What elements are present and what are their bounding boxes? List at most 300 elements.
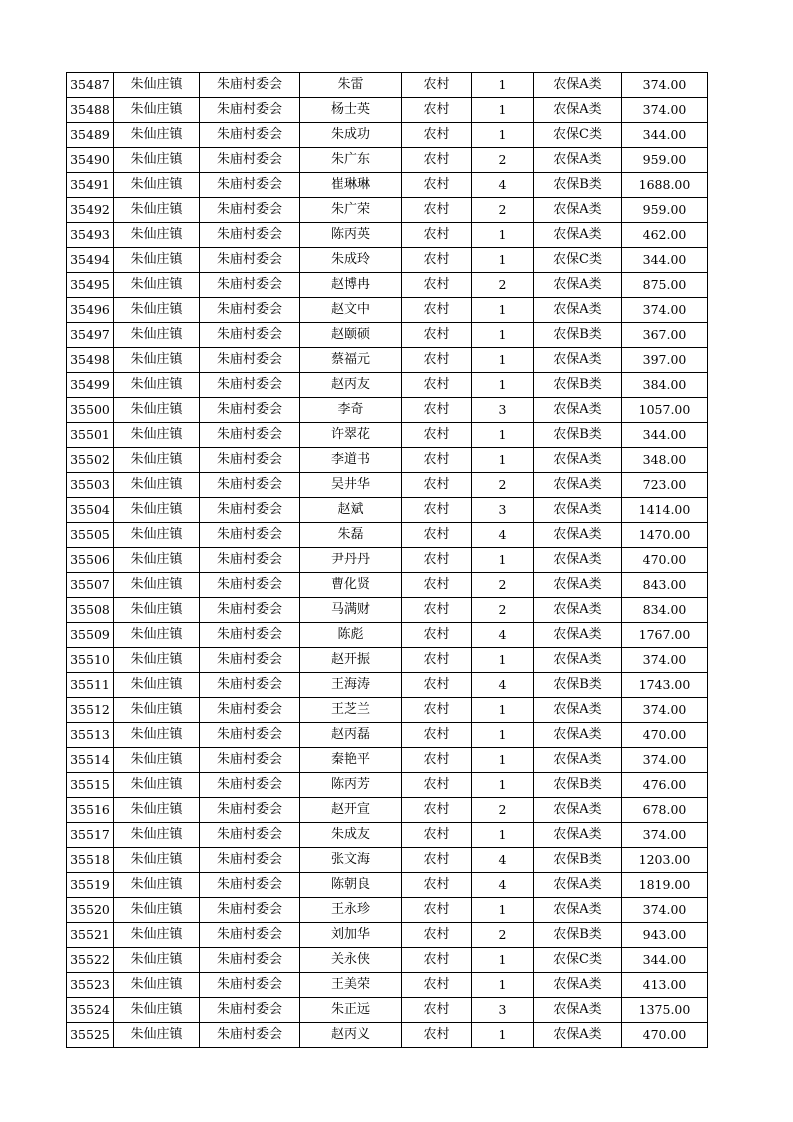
table-row <box>67 98 708 123</box>
category-cell: 农保A类 <box>534 498 622 523</box>
village-cell: 朱庙村委会 <box>200 373 300 398</box>
town-cell: 朱仙庄镇 <box>114 873 200 898</box>
amount-cell: 843.00 <box>622 573 708 598</box>
table-row <box>67 723 708 748</box>
record-id-cell: 35506 <box>67 548 114 573</box>
table-row <box>67 798 708 823</box>
table-row <box>67 598 708 623</box>
table-row <box>67 373 708 398</box>
town-cell: 朱仙庄镇 <box>114 648 200 673</box>
area-type-cell: 农村 <box>402 623 472 648</box>
household-size-cell: 1 <box>472 773 534 798</box>
village-cell: 朱庙村委会 <box>200 998 300 1023</box>
record-id-cell: 35511 <box>67 673 114 698</box>
record-id-cell: 35500 <box>67 398 114 423</box>
town-cell: 朱仙庄镇 <box>114 98 200 123</box>
category-cell: 农保A类 <box>534 998 622 1023</box>
household-size-cell: 1 <box>472 648 534 673</box>
record-id-cell: 35490 <box>67 148 114 173</box>
area-type-cell: 农村 <box>402 948 472 973</box>
village-cell: 朱庙村委会 <box>200 873 300 898</box>
village-cell: 朱庙村委会 <box>200 348 300 373</box>
name-cell: 赵丙友 <box>300 373 402 398</box>
record-id-cell: 35488 <box>67 98 114 123</box>
household-size-cell: 1 <box>472 698 534 723</box>
data-table <box>66 72 708 1048</box>
name-cell: 陈丙英 <box>300 223 402 248</box>
area-type-cell: 农村 <box>402 448 472 473</box>
name-cell: 王美荣 <box>300 973 402 998</box>
village-cell: 朱庙村委会 <box>200 848 300 873</box>
town-cell: 朱仙庄镇 <box>114 548 200 573</box>
area-type-cell: 农村 <box>402 98 472 123</box>
table-row <box>67 448 708 473</box>
household-size-cell: 4 <box>472 173 534 198</box>
amount-cell: 462.00 <box>622 223 708 248</box>
household-size-cell: 1 <box>472 348 534 373</box>
area-type-cell: 农村 <box>402 373 472 398</box>
name-cell: 陈彪 <box>300 623 402 648</box>
table-row <box>67 648 708 673</box>
household-size-cell: 2 <box>472 798 534 823</box>
area-type-cell: 农村 <box>402 273 472 298</box>
name-cell: 赵斌 <box>300 498 402 523</box>
household-size-cell: 4 <box>472 623 534 648</box>
area-type-cell: 农村 <box>402 998 472 1023</box>
village-cell: 朱庙村委会 <box>200 748 300 773</box>
area-type-cell: 农村 <box>402 223 472 248</box>
village-cell: 朱庙村委会 <box>200 273 300 298</box>
amount-cell: 1743.00 <box>622 673 708 698</box>
area-type-cell: 农村 <box>402 398 472 423</box>
category-cell: 农保A类 <box>534 698 622 723</box>
record-id-cell: 35510 <box>67 648 114 673</box>
amount-cell: 374.00 <box>622 648 708 673</box>
amount-cell: 1819.00 <box>622 873 708 898</box>
household-size-cell: 2 <box>472 598 534 623</box>
record-id-cell: 35501 <box>67 423 114 448</box>
town-cell: 朱仙庄镇 <box>114 523 200 548</box>
name-cell: 赵开振 <box>300 648 402 673</box>
amount-cell: 1203.00 <box>622 848 708 873</box>
category-cell: 农保B类 <box>534 848 622 873</box>
town-cell: 朱仙庄镇 <box>114 698 200 723</box>
table-row <box>67 1023 708 1048</box>
town-cell: 朱仙庄镇 <box>114 1023 200 1048</box>
town-cell: 朱仙庄镇 <box>114 823 200 848</box>
household-size-cell: 1 <box>472 548 534 573</box>
household-size-cell: 1 <box>472 898 534 923</box>
record-id-cell: 35508 <box>67 598 114 623</box>
name-cell: 李道书 <box>300 448 402 473</box>
household-size-cell: 1 <box>472 973 534 998</box>
category-cell: 农保A类 <box>534 398 622 423</box>
category-cell: 农保B类 <box>534 673 622 698</box>
area-type-cell: 农村 <box>402 773 472 798</box>
village-cell: 朱庙村委会 <box>200 823 300 848</box>
town-cell: 朱仙庄镇 <box>114 398 200 423</box>
table-row <box>67 198 708 223</box>
record-id-cell: 35504 <box>67 498 114 523</box>
town-cell: 朱仙庄镇 <box>114 173 200 198</box>
table-row <box>67 248 708 273</box>
record-id-cell: 35496 <box>67 298 114 323</box>
household-size-cell: 4 <box>472 848 534 873</box>
name-cell: 赵博冉 <box>300 273 402 298</box>
amount-cell: 834.00 <box>622 598 708 623</box>
town-cell: 朱仙庄镇 <box>114 448 200 473</box>
area-type-cell: 农村 <box>402 798 472 823</box>
amount-cell: 374.00 <box>622 823 708 848</box>
record-id-cell: 35517 <box>67 823 114 848</box>
amount-cell: 470.00 <box>622 723 708 748</box>
record-id-cell: 35492 <box>67 198 114 223</box>
table-row <box>67 748 708 773</box>
town-cell: 朱仙庄镇 <box>114 423 200 448</box>
amount-cell: 374.00 <box>622 748 708 773</box>
name-cell: 陈丙芳 <box>300 773 402 798</box>
area-type-cell: 农村 <box>402 973 472 998</box>
amount-cell: 1375.00 <box>622 998 708 1023</box>
category-cell: 农保A类 <box>534 198 622 223</box>
table-row <box>67 873 708 898</box>
amount-cell: 344.00 <box>622 423 708 448</box>
household-size-cell: 1 <box>472 123 534 148</box>
town-cell: 朱仙庄镇 <box>114 123 200 148</box>
name-cell: 秦艳平 <box>300 748 402 773</box>
village-cell: 朱庙村委会 <box>200 698 300 723</box>
village-cell: 朱庙村委会 <box>200 523 300 548</box>
town-cell: 朱仙庄镇 <box>114 223 200 248</box>
category-cell: 农保C类 <box>534 248 622 273</box>
area-type-cell: 农村 <box>402 748 472 773</box>
record-id-cell: 35523 <box>67 973 114 998</box>
category-cell: 农保A类 <box>534 823 622 848</box>
town-cell: 朱仙庄镇 <box>114 323 200 348</box>
name-cell: 朱广东 <box>300 148 402 173</box>
village-cell: 朱庙村委会 <box>200 173 300 198</box>
table-row <box>67 423 708 448</box>
table-row <box>67 498 708 523</box>
amount-cell: 348.00 <box>622 448 708 473</box>
table-row <box>67 948 708 973</box>
town-cell: 朱仙庄镇 <box>114 198 200 223</box>
category-cell: 农保A类 <box>534 623 622 648</box>
record-id-cell: 35519 <box>67 873 114 898</box>
record-id-cell: 35512 <box>67 698 114 723</box>
name-cell: 朱成功 <box>300 123 402 148</box>
area-type-cell: 农村 <box>402 923 472 948</box>
name-cell: 杨士英 <box>300 98 402 123</box>
record-id-cell: 35505 <box>67 523 114 548</box>
area-type-cell: 农村 <box>402 423 472 448</box>
area-type-cell: 农村 <box>402 1023 472 1048</box>
town-cell: 朱仙庄镇 <box>114 973 200 998</box>
amount-cell: 1470.00 <box>622 523 708 548</box>
record-id-cell: 35525 <box>67 1023 114 1048</box>
category-cell: 农保A类 <box>534 898 622 923</box>
name-cell: 赵文中 <box>300 298 402 323</box>
table-row <box>67 548 708 573</box>
household-size-cell: 1 <box>472 298 534 323</box>
amount-cell: 374.00 <box>622 698 708 723</box>
category-cell: 农保A类 <box>534 448 622 473</box>
category-cell: 农保B类 <box>534 373 622 398</box>
amount-cell: 959.00 <box>622 148 708 173</box>
town-cell: 朱仙庄镇 <box>114 248 200 273</box>
name-cell: 关永侠 <box>300 948 402 973</box>
household-size-cell: 1 <box>472 1023 534 1048</box>
area-type-cell: 农村 <box>402 523 472 548</box>
record-id-cell: 35502 <box>67 448 114 473</box>
category-cell: 农保A类 <box>534 748 622 773</box>
area-type-cell: 农村 <box>402 673 472 698</box>
table-row <box>67 848 708 873</box>
town-cell: 朱仙庄镇 <box>114 898 200 923</box>
table-row <box>67 273 708 298</box>
village-cell: 朱庙村委会 <box>200 448 300 473</box>
town-cell: 朱仙庄镇 <box>114 923 200 948</box>
record-id-cell: 35514 <box>67 748 114 773</box>
name-cell: 朱磊 <box>300 523 402 548</box>
name-cell: 张文海 <box>300 848 402 873</box>
category-cell: 农保A类 <box>534 348 622 373</box>
area-type-cell: 农村 <box>402 898 472 923</box>
village-cell: 朱庙村委会 <box>200 423 300 448</box>
area-type-cell: 农村 <box>402 73 472 98</box>
category-cell: 农保B类 <box>534 923 622 948</box>
household-size-cell: 2 <box>472 573 534 598</box>
amount-cell: 678.00 <box>622 798 708 823</box>
record-id-cell: 35515 <box>67 773 114 798</box>
amount-cell: 374.00 <box>622 898 708 923</box>
table-row <box>67 823 708 848</box>
amount-cell: 374.00 <box>622 298 708 323</box>
town-cell: 朱仙庄镇 <box>114 473 200 498</box>
household-size-cell: 1 <box>472 823 534 848</box>
name-cell: 崔琳琳 <box>300 173 402 198</box>
record-id-cell: 35499 <box>67 373 114 398</box>
name-cell: 朱成玲 <box>300 248 402 273</box>
village-cell: 朱庙村委会 <box>200 548 300 573</box>
table-row <box>67 123 708 148</box>
village-cell: 朱庙村委会 <box>200 623 300 648</box>
record-id-cell: 35520 <box>67 898 114 923</box>
name-cell: 李奇 <box>300 398 402 423</box>
table-row <box>67 573 708 598</box>
category-cell: 农保A类 <box>534 598 622 623</box>
table-row <box>67 323 708 348</box>
table-row <box>67 348 708 373</box>
village-cell: 朱庙村委会 <box>200 723 300 748</box>
table-row <box>67 298 708 323</box>
table-row <box>67 923 708 948</box>
town-cell: 朱仙庄镇 <box>114 673 200 698</box>
table-row <box>67 623 708 648</box>
name-cell: 赵丙磊 <box>300 723 402 748</box>
name-cell: 朱成友 <box>300 823 402 848</box>
amount-cell: 374.00 <box>622 73 708 98</box>
village-cell: 朱庙村委会 <box>200 673 300 698</box>
village-cell: 朱庙村委会 <box>200 598 300 623</box>
amount-cell: 959.00 <box>622 198 708 223</box>
village-cell: 朱庙村委会 <box>200 648 300 673</box>
household-size-cell: 4 <box>472 873 534 898</box>
household-size-cell: 2 <box>472 148 534 173</box>
record-id-cell: 35516 <box>67 798 114 823</box>
name-cell: 朱正远 <box>300 998 402 1023</box>
area-type-cell: 农村 <box>402 323 472 348</box>
village-cell: 朱庙村委会 <box>200 498 300 523</box>
amount-cell: 344.00 <box>622 948 708 973</box>
village-cell: 朱庙村委会 <box>200 298 300 323</box>
table-row <box>67 698 708 723</box>
amount-cell: 1767.00 <box>622 623 708 648</box>
record-id-cell: 35509 <box>67 623 114 648</box>
household-size-cell: 1 <box>472 448 534 473</box>
village-cell: 朱庙村委会 <box>200 223 300 248</box>
name-cell: 陈朝良 <box>300 873 402 898</box>
name-cell: 赵颐硕 <box>300 323 402 348</box>
village-cell: 朱庙村委会 <box>200 898 300 923</box>
category-cell: 农保B类 <box>534 323 622 348</box>
household-size-cell: 2 <box>472 923 534 948</box>
household-size-cell: 3 <box>472 998 534 1023</box>
record-id-cell: 35513 <box>67 723 114 748</box>
household-size-cell: 3 <box>472 498 534 523</box>
amount-cell: 344.00 <box>622 248 708 273</box>
village-cell: 朱庙村委会 <box>200 973 300 998</box>
town-cell: 朱仙庄镇 <box>114 298 200 323</box>
record-id-cell: 35522 <box>67 948 114 973</box>
village-cell: 朱庙村委会 <box>200 773 300 798</box>
category-cell: 农保A类 <box>534 973 622 998</box>
name-cell: 王海涛 <box>300 673 402 698</box>
town-cell: 朱仙庄镇 <box>114 773 200 798</box>
village-cell: 朱庙村委会 <box>200 148 300 173</box>
area-type-cell: 农村 <box>402 248 472 273</box>
category-cell: 农保A类 <box>534 148 622 173</box>
name-cell: 马满财 <box>300 598 402 623</box>
record-id-cell: 35497 <box>67 323 114 348</box>
record-id-cell: 35494 <box>67 248 114 273</box>
area-type-cell: 农村 <box>402 598 472 623</box>
record-id-cell: 35507 <box>67 573 114 598</box>
amount-cell: 1688.00 <box>622 173 708 198</box>
category-cell: 农保A类 <box>534 548 622 573</box>
town-cell: 朱仙庄镇 <box>114 798 200 823</box>
household-size-cell: 1 <box>472 423 534 448</box>
name-cell: 许翠花 <box>300 423 402 448</box>
village-cell: 朱庙村委会 <box>200 948 300 973</box>
name-cell: 吴井华 <box>300 473 402 498</box>
area-type-cell: 农村 <box>402 548 472 573</box>
household-size-cell: 1 <box>472 748 534 773</box>
amount-cell: 470.00 <box>622 1023 708 1048</box>
amount-cell: 476.00 <box>622 773 708 798</box>
table-row <box>67 973 708 998</box>
amount-cell: 723.00 <box>622 473 708 498</box>
table-body <box>67 73 708 1048</box>
area-type-cell: 农村 <box>402 148 472 173</box>
category-cell: 农保A类 <box>534 73 622 98</box>
table-row <box>67 773 708 798</box>
village-cell: 朱庙村委会 <box>200 923 300 948</box>
household-size-cell: 2 <box>472 473 534 498</box>
record-id-cell: 35521 <box>67 923 114 948</box>
table-row <box>67 173 708 198</box>
category-cell: 农保C类 <box>534 948 622 973</box>
table-row <box>67 898 708 923</box>
household-size-cell: 1 <box>472 98 534 123</box>
village-cell: 朱庙村委会 <box>200 473 300 498</box>
household-size-cell: 2 <box>472 273 534 298</box>
area-type-cell: 农村 <box>402 648 472 673</box>
village-cell: 朱庙村委会 <box>200 398 300 423</box>
amount-cell: 470.00 <box>622 548 708 573</box>
household-size-cell: 1 <box>472 948 534 973</box>
category-cell: 农保B类 <box>534 173 622 198</box>
town-cell: 朱仙庄镇 <box>114 723 200 748</box>
town-cell: 朱仙庄镇 <box>114 348 200 373</box>
town-cell: 朱仙庄镇 <box>114 598 200 623</box>
town-cell: 朱仙庄镇 <box>114 623 200 648</box>
name-cell: 朱广荣 <box>300 198 402 223</box>
household-size-cell: 1 <box>472 223 534 248</box>
amount-cell: 1057.00 <box>622 398 708 423</box>
amount-cell: 943.00 <box>622 923 708 948</box>
village-cell: 朱庙村委会 <box>200 198 300 223</box>
village-cell: 朱庙村委会 <box>200 248 300 273</box>
table-row <box>67 998 708 1023</box>
category-cell: 农保A类 <box>534 873 622 898</box>
record-id-cell: 35518 <box>67 848 114 873</box>
town-cell: 朱仙庄镇 <box>114 948 200 973</box>
amount-cell: 875.00 <box>622 273 708 298</box>
category-cell: 农保B类 <box>534 423 622 448</box>
category-cell: 农保A类 <box>534 98 622 123</box>
table-row <box>67 473 708 498</box>
name-cell: 王永珍 <box>300 898 402 923</box>
household-size-cell: 4 <box>472 673 534 698</box>
category-cell: 农保A类 <box>534 223 622 248</box>
town-cell: 朱仙庄镇 <box>114 148 200 173</box>
town-cell: 朱仙庄镇 <box>114 748 200 773</box>
village-cell: 朱庙村委会 <box>200 73 300 98</box>
name-cell: 曹化贤 <box>300 573 402 598</box>
amount-cell: 344.00 <box>622 123 708 148</box>
name-cell: 刘加华 <box>300 923 402 948</box>
record-id-cell: 35491 <box>67 173 114 198</box>
name-cell: 赵开宣 <box>300 798 402 823</box>
town-cell: 朱仙庄镇 <box>114 373 200 398</box>
village-cell: 朱庙村委会 <box>200 98 300 123</box>
category-cell: 农保A类 <box>534 573 622 598</box>
name-cell: 尹丹丹 <box>300 548 402 573</box>
record-id-cell: 35489 <box>67 123 114 148</box>
name-cell: 赵丙义 <box>300 1023 402 1048</box>
record-id-cell: 35495 <box>67 273 114 298</box>
town-cell: 朱仙庄镇 <box>114 273 200 298</box>
record-id-cell: 35524 <box>67 998 114 1023</box>
amount-cell: 413.00 <box>622 973 708 998</box>
area-type-cell: 农村 <box>402 123 472 148</box>
village-cell: 朱庙村委会 <box>200 323 300 348</box>
village-cell: 朱庙村委会 <box>200 123 300 148</box>
category-cell: 农保A类 <box>534 723 622 748</box>
area-type-cell: 农村 <box>402 348 472 373</box>
town-cell: 朱仙庄镇 <box>114 498 200 523</box>
